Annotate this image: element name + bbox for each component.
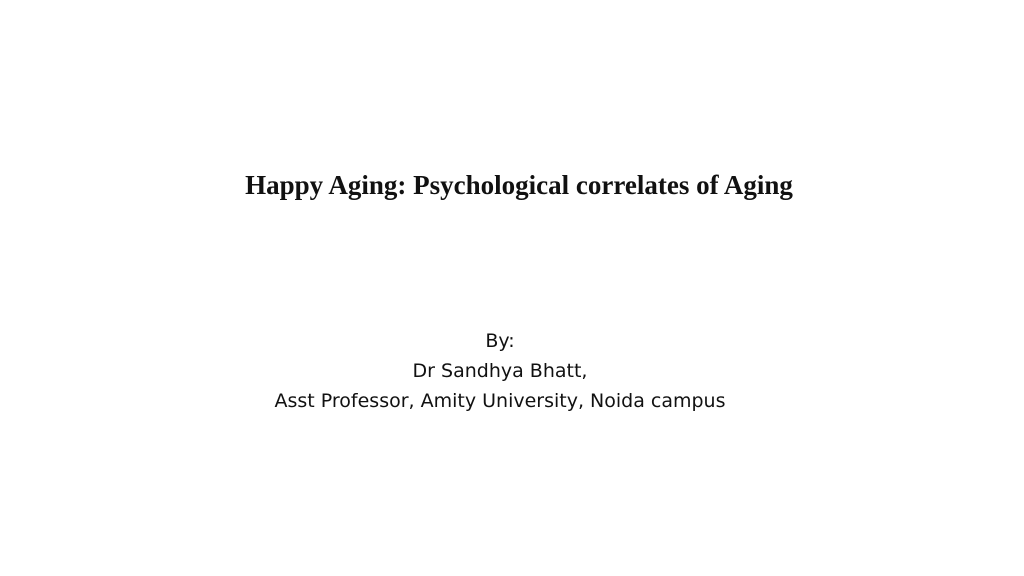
author-affiliation: Asst Professor, Amity University, Noida campus [274, 390, 726, 412]
by-label: By: [485, 330, 515, 352]
byline [0, 326, 1000, 416]
author-name: Dr Sandhya Bhatt, [412, 360, 588, 382]
slide-title: Happy Aging: Psychological correlates of Aging [245, 170, 793, 200]
